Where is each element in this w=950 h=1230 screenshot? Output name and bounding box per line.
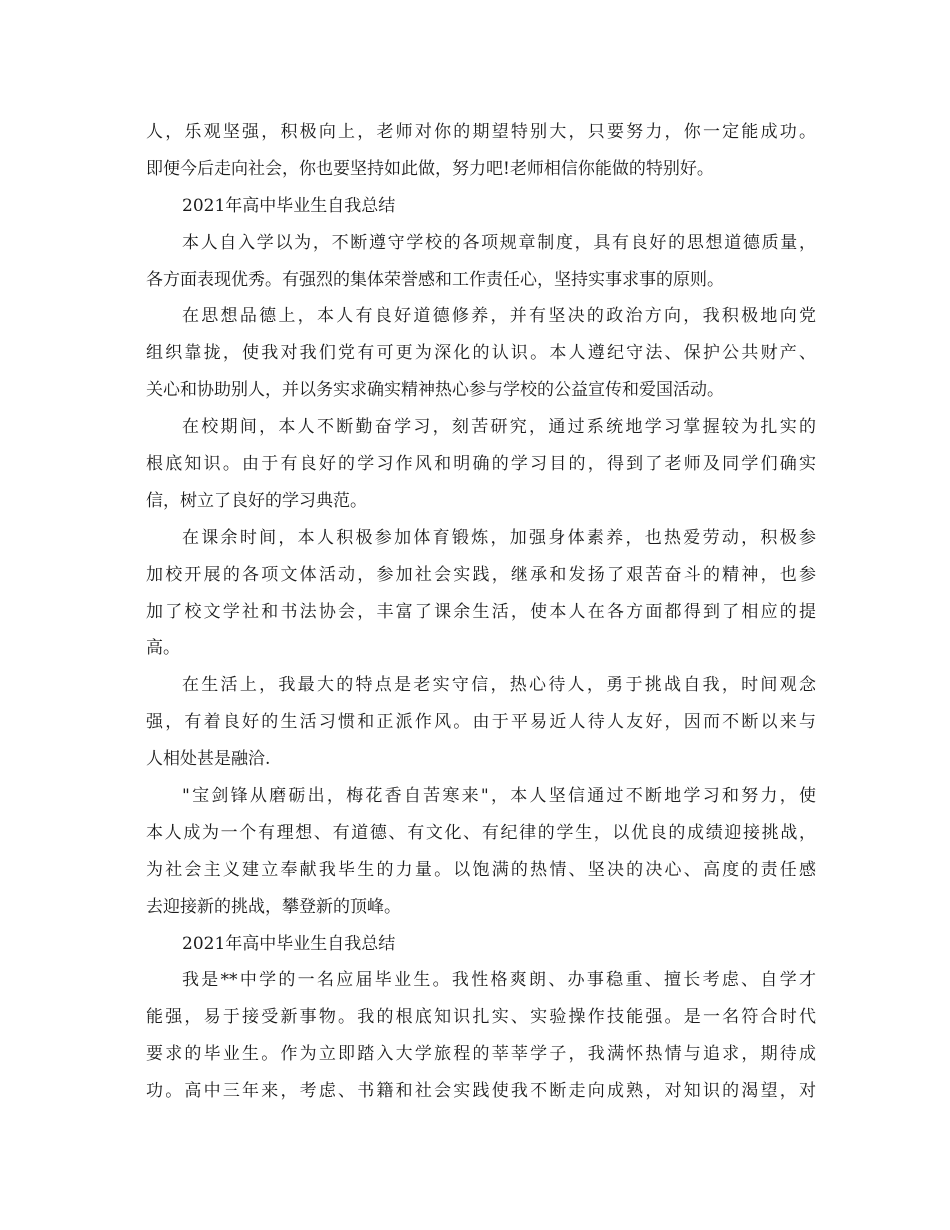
text-line: 强，有着良好的生活习惯和正派作风。由于平易近人待人友好，因而不断以来与 [146, 712, 816, 733]
text-line: 信，树立了良好的学习典范。 [146, 490, 367, 511]
text-line: 我是**中学的一名应届毕业生。我性格爽朗、办事稳重、擅长考虑、自学才 [182, 970, 816, 991]
text-line: 在生活上，我最大的特点是老实守信，热心待人，勇于挑战自我，时间观念 [182, 675, 816, 696]
text-line: 即便今后走向社会，你也要坚持如此做，努力吧!老师相信你能做的特别好。 [146, 158, 714, 179]
text-line: 能强，易于接受新事物。我的根底知识扎实、实验操作技能强。是一名符合时代 [146, 1007, 816, 1028]
text-line: 在思想品德上，本人有良好道德修养，并有坚决的政治方向，我积极地向党 [182, 306, 816, 327]
text-line: 为社会主义建立奉献我毕生的力量。以饱满的热情、坚决的决心、高度的责任感 [146, 859, 816, 880]
text-line: 要求的毕业生。作为立即踏入大学旅程的莘莘学子，我满怀热情与追求，期待成 [146, 1044, 816, 1065]
text-line: 去迎接新的挑战，攀登新的顶峰。 [146, 896, 401, 917]
text-line: 人，乐观坚强，积极向上，老师对你的期望特别大，只要努力，你一定能成功。 [146, 122, 816, 142]
text-line: 关心和协助别人，并以务实求确实精神热心参与学校的公益宣传和爱国活动。 [146, 380, 724, 401]
text-line: "宝剑锋从磨砺出，梅花香自苦寒来"，本人坚信通过不断地学习和努力，使 [182, 786, 816, 807]
document-body [146, 114, 816, 1110]
text-line: 本人成为一个有理想、有道德、有文化、有纪律的学生，以优良的成绩迎接挑战， [146, 822, 816, 843]
text-line: 组织靠拢，使我对我们党有可更为深化的认识。本人遵纪守法、保护公共财产、 [146, 343, 816, 364]
section-heading: 2021年高中毕业生自我总结 [182, 933, 396, 954]
text-line: 功。高中三年来，考虑、书籍和社会实践使我不断走向成熟，对知识的渴望，对 [146, 1081, 816, 1102]
text-line: 在课余时间，本人积极参加体育锻炼，加强身体素养，也热爱劳动，积极参 [182, 527, 816, 548]
text-line: 高。 [146, 638, 180, 659]
section-heading: 2021年高中毕业生自我总结 [182, 195, 396, 216]
text-line: 根底知识。由于有良好的学习作风和明确的学习目的，得到了老师及同学们确实 [146, 454, 816, 475]
text-line: 加了校文学社和书法协会，丰富了课余生活，使本人在各方面都得到了相应的提 [146, 601, 816, 622]
text-line: 人相处甚是融洽. [146, 749, 271, 770]
text-line: 加校开展的各项文体活动，参加社会实践，继承和发扬了艰苦奋斗的精神，也参 [146, 564, 816, 585]
text-line: 本人自入学以为，不断遵守学校的各项规章制度，具有良好的思想道德质量， [182, 232, 816, 253]
text-line: 在校期间，本人不断勤奋学习，刻苦研究，通过系统地学习掌握较为扎实的 [182, 417, 816, 438]
text-line: 各方面表现优秀。有强烈的集体荣誉感和工作责任心，坚持实事求事的原则。 [146, 269, 724, 290]
